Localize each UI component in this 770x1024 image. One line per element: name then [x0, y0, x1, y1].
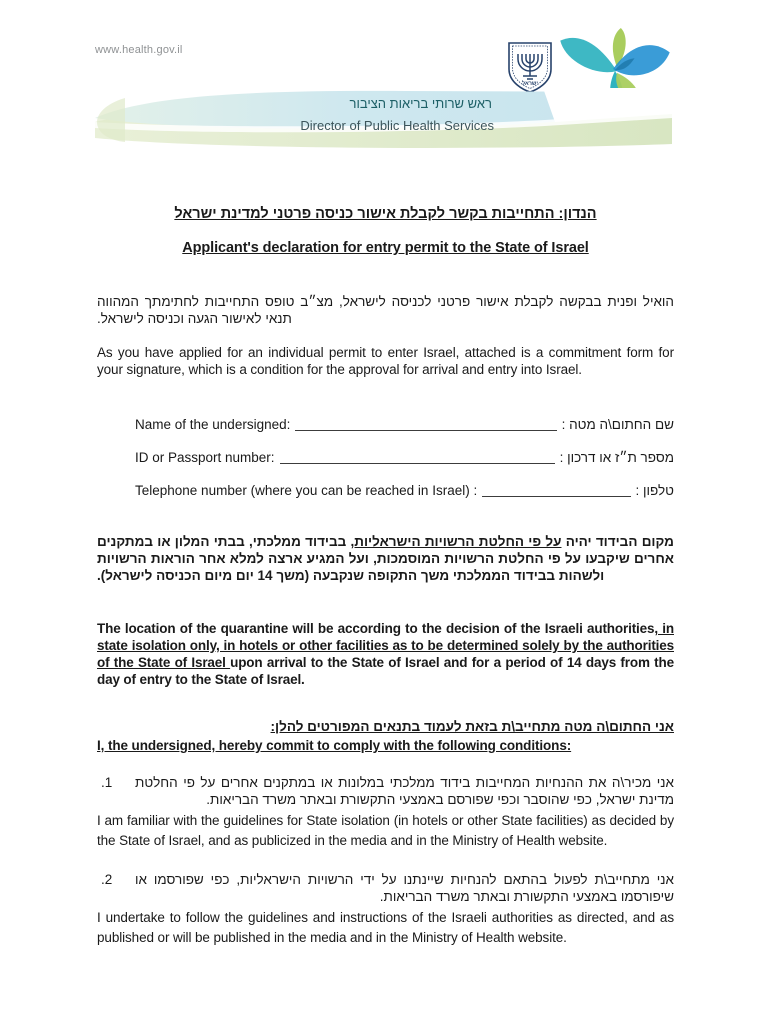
banner-title-english: Director of Public Health Services	[300, 118, 494, 133]
quarantine-en-text: The location of the quarantine will be according to the decision of the Israeli authorities	[97, 621, 655, 636]
field-label-name-he: שם החתום\ה מטה :	[561, 417, 674, 432]
condition-1-text-english: I am familiar with the guidelines for State isolation (in hotels or other State facilities) as decided by the State of Israel, and as publicized in the media and in the Ministry of Health website.	[97, 813, 674, 848]
emblem-israel-label: ישראל	[521, 81, 539, 87]
field-row-name	[135, 416, 674, 433]
form-fields	[97, 416, 674, 499]
field-row-telephone	[135, 482, 674, 499]
israel-state-emblem-icon	[505, 40, 555, 94]
health-gov-url: www.health.gov.il	[95, 44, 183, 56]
condition-2-text-english: I undertake to follow the guidelines and instructions of the Israeli authorities as directed, and as published or will be published in the media and in the Ministry of Health website.	[97, 910, 674, 945]
quarantine-he-underlined: על פי החלטת הרשויות הישראליות,	[350, 534, 562, 549]
field-label-id-he: מספר ת״ז או דרכון :	[559, 450, 674, 465]
condition-2-text-hebrew: אני מתחייב\ת לפעול בהתאם להנחיות שיינתנו על ידי הרשויות הישראליות, כפי שפורסמו או שיפורסמו באמצעי התקשורת ובאתר משרד הבריאות.	[135, 872, 674, 904]
quarantine-paragraph-english	[97, 620, 674, 688]
quarantine-he-text: מקום הבידוד יהיה	[561, 534, 674, 549]
banner-title-hebrew: ראש שרותי בריאות הציבור	[349, 96, 492, 111]
subject-title-english: Applicant's declaration for entry permit to the State of Israel	[182, 240, 589, 256]
condition-item-1	[97, 774, 674, 851]
commitment-heading	[97, 718, 674, 754]
field-blank-line	[295, 429, 556, 431]
quarantine-he-text: בבידוד ממלכתי, בבתי המלון או במתקנים אחרים שיקבעו על פי החלטת הרשויות המוסמכות, ועל המגיע ארצה למלא אחר הוראות הרשויות ולשהות בבידוד הממלכתי משך התקופה שנקבעה (משך 14 יום מיום הכניסה לישראל).	[97, 534, 674, 583]
field-label-phone-he: טלפון :	[635, 483, 674, 498]
field-label-id-en: ID or Passport number:	[135, 450, 275, 465]
quarantine-en-text: upon arrival to the State of Israel and for a period of 14 days from the day of entry to the State of Israel.	[97, 655, 674, 687]
intro-paragraph-hebrew: הואיל ופנית בבקשה לקבלת אישור פרטני לכניסה לישראל, מצ״ב טופס התחייבות לחתימתך המהווה תנאי לאישור הגעה וכניסה לישראל.	[97, 294, 674, 326]
condition-1-number: .1	[101, 775, 113, 790]
field-label-name-en: Name of the undersigned:	[135, 417, 291, 432]
quarantine-en-underlined: , in state isolation only, in hotels or other facilities as to be determined solely by the authorities of the State of Israel	[97, 621, 674, 670]
document-content	[97, 206, 674, 948]
commitment-line-hebrew: אני החתום\ה מטה מתחייב\ת בזאת לעמוד בתנאים המפורטים להלן:	[270, 719, 674, 734]
subject-title-hebrew: הנדון: התחייבות בקשר לקבלת אישור כניסה פרטני למדינת ישראל	[174, 206, 597, 222]
intro-paragraph-english: As you have applied for an individual permit to enter Israel, attached is a commitment form for your signature, which is a condition for the approval for arrival and entry into Israel.	[97, 345, 674, 377]
header-banner	[95, 88, 672, 150]
commitment-line-english: I, the undersigned, hereby commit to comply with the following conditions:	[97, 738, 572, 753]
field-label-phone-en: Telephone number (where you can be reached in Israel) :	[135, 483, 478, 498]
field-row-id-passport	[135, 449, 674, 466]
field-blank-line	[482, 495, 630, 497]
condition-item-2	[97, 871, 674, 948]
condition-1-text-hebrew: אני מכיר\ה את ההנחיות המחייבות בידוד ממלכתי במלונות או במתקנים אחרים על פי החלטת מדינת ישראל, כפי שהוסבר וכפי שפורסם באמצעי התקשורת ובאתר משרד הבריאות.	[135, 775, 674, 807]
condition-2-number: .2	[101, 872, 113, 887]
field-blank-line	[280, 462, 555, 464]
quarantine-paragraph-hebrew	[97, 533, 674, 584]
